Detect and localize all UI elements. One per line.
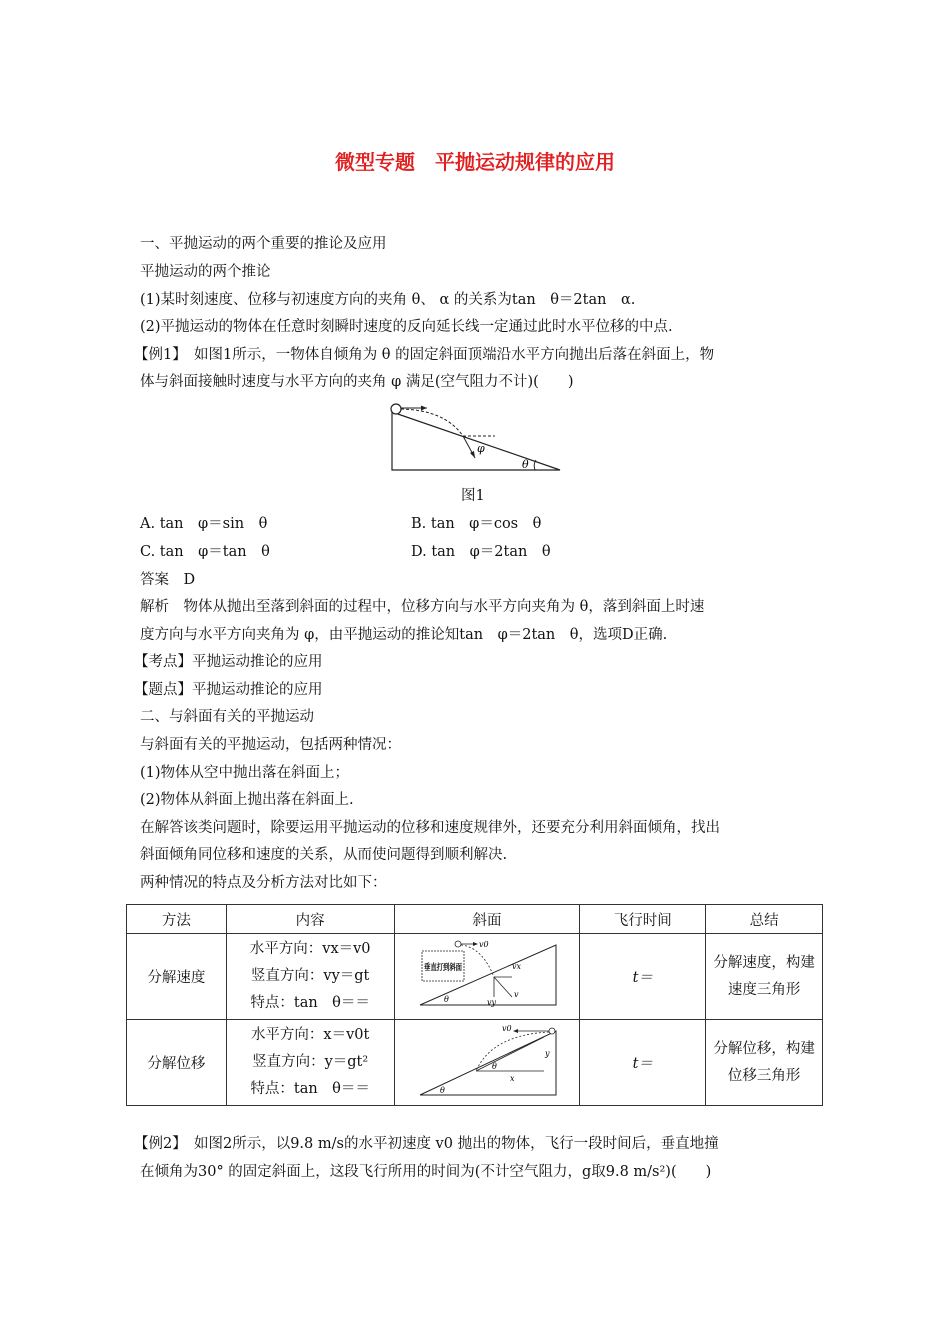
x-label: x [509,1073,515,1083]
v0-label: v0 [478,939,489,949]
displacement-decomposition-figure [412,1023,562,1099]
example2-line1: 【例2】 如图2所示，以9.8 m/s的水平初速度 v0 抛出的物体，飞行一段时间后，垂直地撞 [134,1136,719,1152]
row2-time [580,1020,706,1106]
incline-outline [392,406,560,470]
section2-case1: (1)物体从空中抛出落在斜面上； [140,765,350,781]
section1-sub: 平抛运动的两个推论 [140,264,271,280]
kaodian: 【考点】平抛运动推论的应用 [134,654,323,670]
header-summary: 总结 [706,905,823,934]
option-b: B. tan φ＝cos θ [411,516,542,532]
page-title: 微型专题 平抛运动规律的应用 [335,150,615,174]
section2-case2: (2)物体从斜面上抛出落在斜面上. [140,792,354,808]
vx-label: vx [511,961,521,971]
table-header-row [127,905,823,934]
box-label: 垂直打到斜面 [423,962,475,973]
analysis-line1: 解析 物体从抛出至落到斜面的过程中，位移方向与水平方向夹角为 θ，落到斜面上时速 [140,599,705,615]
answer: 答案 D [140,572,196,588]
section2-p1: 在解答该类问题时，除要运用平抛运动的位移和速度规律外，还要充分利用斜面倾角，找出 [140,820,720,836]
row2-content-line: 水平方向：x＝v0t [250,1027,370,1043]
vy-label: vy [486,997,496,1007]
trajectory [401,409,463,436]
row2-method: 分解位移 [127,1020,227,1106]
row2-content-line: 竖直方向：y＝gt² [252,1054,369,1070]
figure-1-caption: 图1 [461,488,485,504]
comparison-table [126,904,823,1106]
velocity-decomposition-figure [412,939,562,1011]
row1-content-line: 竖直方向：vy＝gt [250,968,370,984]
theta-label: θ [522,458,529,471]
header-time: 飞行时间 [580,905,706,934]
y-label: y [544,1048,550,1058]
theta-label-1: θ [491,1061,497,1071]
row1-content [226,934,394,1020]
row1-content-line: 特点：tan θ＝＝ [250,995,370,1011]
row1-time-text: t＝ [632,970,653,986]
option-a: A. tan φ＝sin θ [140,516,268,532]
row2-summary [706,1020,823,1106]
row2-figure-cell [394,1020,580,1106]
row2-summary-line: 位移三角形 [727,1067,801,1084]
row1-figure-cell [394,934,580,1020]
analysis-line2: 度方向与水平方向夹角为 φ，由平抛运动的推论知tan φ＝2tan θ，选项D正确. [140,627,668,643]
ball [391,404,401,414]
section1-heading: 一、平抛运动的两个重要的推论及应用 [140,236,387,252]
row2-time-text: t＝ [632,1056,653,1072]
theta-label-2: θ [439,1085,445,1095]
section1-p2: (2)平抛运动的物体在任意时刻瞬时速度的反向延长线一定通过此时水平位移的中点. [140,319,673,335]
table-row [127,1020,823,1106]
v-label: v [513,989,519,999]
section2-heading: 二、与斜面有关的平抛运动 [140,709,314,725]
table-row [127,934,823,1020]
row2-content-line: 特点：tan θ＝＝ [250,1081,370,1097]
header-method: 方法 [127,905,227,934]
v0-label: v0 [501,1023,512,1033]
theta-label: θ [443,994,449,1004]
section2-p2: 斜面倾角同位移和速度的关系，从而使问题得到顺利解决. [140,847,508,863]
row1-summary-line: 速度三角形 [727,981,801,998]
section1-p1: (1)某时刻速度、位移与初速度方向的夹角 θ、 α 的关系为tan θ＝2tan α. [140,292,636,308]
row2-content [226,1020,394,1106]
header-slope: 斜面 [394,905,580,934]
row1-method: 分解速度 [127,934,227,1020]
row1-content-line: 水平方向：vx＝v0 [249,941,371,957]
tidian: 【题点】平抛运动推论的应用 [134,682,323,698]
option-d: D. tan φ＝2tan θ [411,544,551,560]
figure-1 [385,398,565,474]
example2-line2: 在倾角为30° 的固定斜面上，这段飞行所用的时间为(不计空气阻力，g取9.8 m/s²)( ) [140,1164,712,1180]
option-c: C. tan φ＝tan θ [140,544,270,560]
example1-line2: 体与斜面接触时速度与水平方向的夹角 φ 满足(空气阻力不计)( ) [140,374,574,390]
row1-time [580,934,706,1020]
row1-summary-line: 分解速度，构建 [713,954,815,971]
example1-line1: 【例1】 如图1所示，一物体自倾角为 θ 的固定斜面顶端沿水平方向抛出后落在斜面上，物 [134,347,715,363]
header-content: 内容 [226,905,394,934]
phi-label: φ [477,442,485,455]
section2-intro: 与斜面有关的平抛运动，包括两种情况： [140,737,401,753]
row2-summary-line: 分解位移，构建 [713,1040,815,1057]
section2-p3: 两种情况的特点及分析方法对比如下： [140,875,387,891]
row1-summary [706,934,823,1020]
